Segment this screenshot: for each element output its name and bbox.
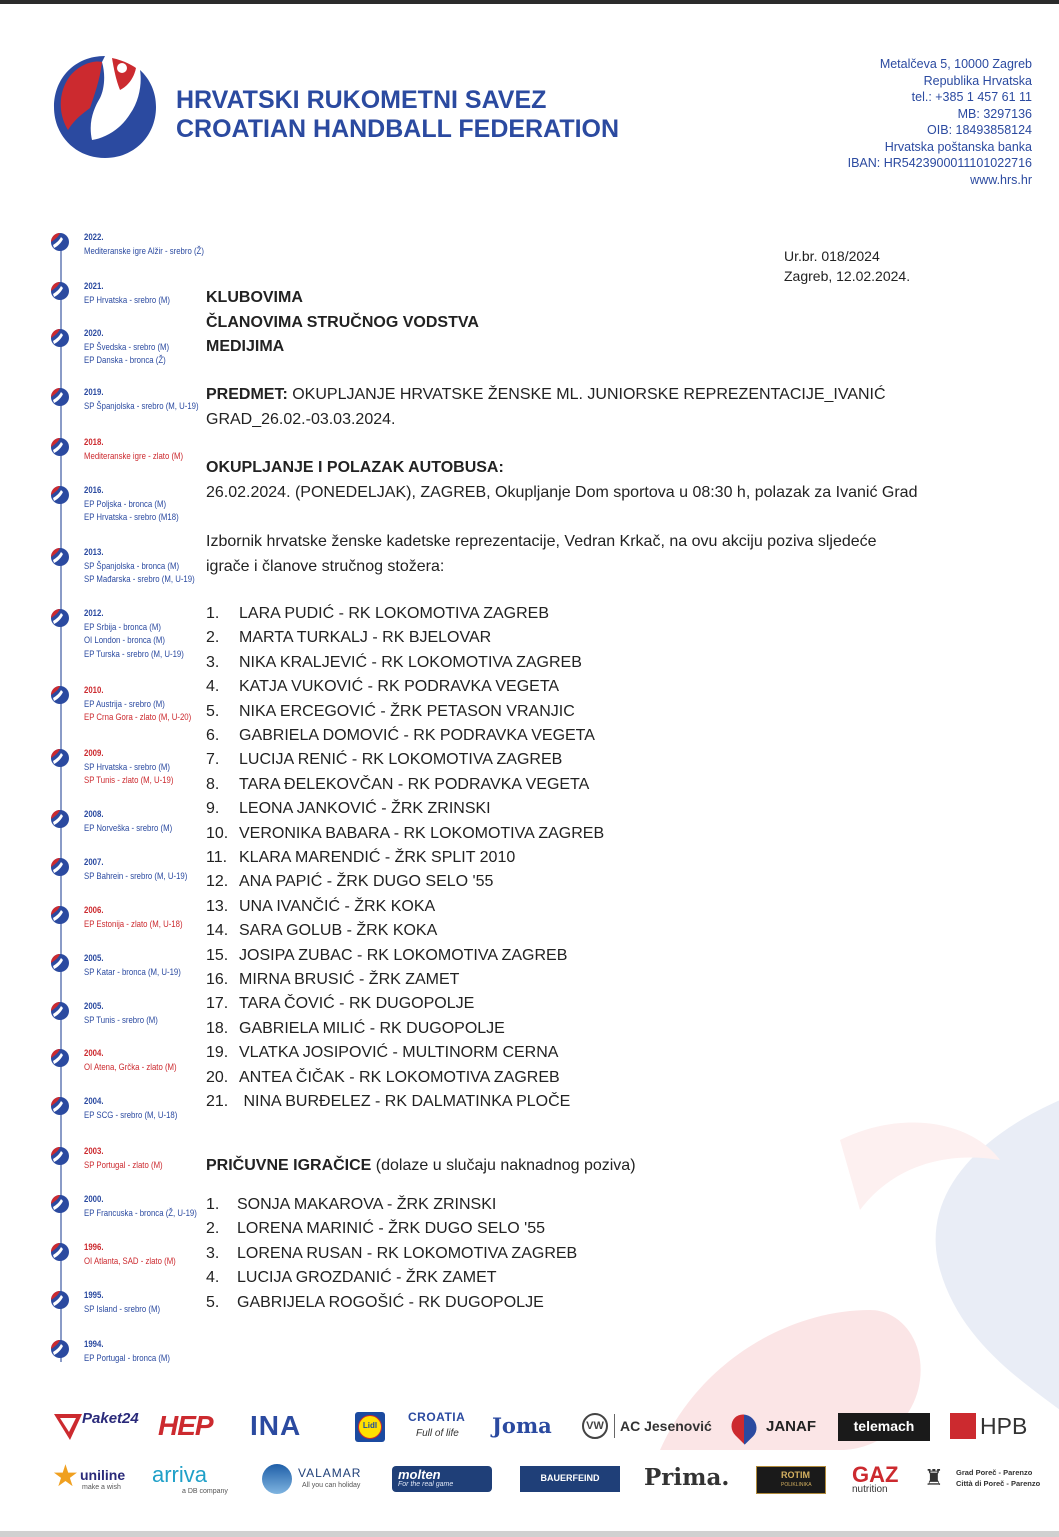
item-text: GABRIJELA ROGOŠIĆ - RK DUGOPOLJE	[237, 1293, 544, 1311]
handball-icon	[50, 328, 70, 348]
sponsor-croatia-tourism	[408, 1410, 472, 1446]
molten-slogan: For the real game	[398, 1481, 454, 1488]
timeline-year: 2010.	[84, 685, 104, 696]
timeline-text	[84, 436, 183, 463]
item-text: JOSIPA ZUBAC - RK LOKOMOTIVA ZAGREB	[239, 946, 568, 964]
item-number: 8.	[206, 775, 220, 793]
timeline-year: 2006.	[84, 905, 104, 916]
uniline-label: uniline	[80, 1467, 126, 1483]
item-text: KLARA MARENDIĆ - ŽRK SPLIT 2010	[239, 849, 516, 866]
reserve-item	[206, 1217, 545, 1241]
item-text: NIKA KRALJEVIĆ - RK LOKOMOTIVA ZAGREB	[239, 653, 582, 671]
reserve-note: (dolaze u slučaju naknadnog poziva)	[371, 1157, 636, 1174]
address-line: Metalčeva 5, 10000 Zagreb	[879, 57, 1032, 71]
timeline-year: 2008.	[84, 809, 104, 820]
federation-logo	[50, 52, 160, 162]
handball-icon	[50, 1194, 70, 1214]
item-text: GABRIELA DOMOVIĆ - RK PODRAVKA VEGETA	[239, 727, 595, 744]
timeline-text	[84, 484, 179, 525]
address-bank: Hrvatska poštanska banka	[884, 139, 1032, 154]
reference-number: Ur.br. 018/2024	[784, 248, 880, 264]
handball-icon	[50, 809, 70, 829]
timeline-text	[84, 1241, 176, 1268]
item-number: 5.	[206, 702, 220, 720]
timeline-text	[84, 952, 181, 979]
player-item	[206, 1090, 570, 1114]
reserve-heading: PRIČUVNE IGRAČICE	[206, 1157, 372, 1174]
item-text: SARA GOLUB - ŽRK KOKA	[239, 922, 438, 940]
uniline-slogan: make a wish	[82, 1484, 121, 1491]
item-text: LUCIJA RENIĆ - RK LOKOMOTIVA ZAGREB	[239, 751, 563, 769]
handball-icon	[50, 1048, 70, 1068]
item-number: 4.	[206, 1269, 220, 1287]
porec-label-it: Città di Poreč - Parenzo	[956, 1479, 1041, 1488]
timeline-achievement: EP Austrija - srebro (M)	[84, 698, 165, 710]
handball-icon	[50, 1146, 70, 1166]
item-number: 14.	[206, 922, 229, 940]
item-number: 15.	[206, 946, 229, 964]
recipient-media: MEDIJIMA	[206, 338, 285, 355]
timeline-achievement: EP Turska - srebro (M, U-19)	[84, 648, 184, 660]
player-item	[206, 968, 459, 992]
player-item	[206, 1041, 558, 1065]
timeline-year: 2012.	[84, 608, 104, 619]
timeline-achievement: Mediteranske igre - zlato (M)	[84, 450, 184, 462]
item-text: LEONA JANKOVIĆ - ŽRK ZRINSKI	[239, 800, 491, 818]
timeline-achievement: EP Hrvatska - srebro (M)	[84, 294, 170, 306]
gaz-sub: nutrition	[852, 1484, 888, 1495]
subject-label: PREDMET:	[206, 386, 288, 403]
handball-icon	[50, 281, 70, 301]
item-text: LUCIJA GROZDANIĆ - ŽRK ZAMET	[237, 1269, 497, 1287]
reserve-item	[206, 1242, 577, 1266]
timeline-year: 2020.	[84, 328, 104, 339]
timeline-text	[84, 1338, 170, 1365]
gathering-heading: OKUPLJANJE I POLAZAK AUTOBUSA:	[206, 459, 504, 476]
timeline-text	[84, 684, 191, 725]
player-item	[206, 870, 493, 894]
timeline-year: 1996.	[84, 1242, 104, 1253]
item-number: 20.	[206, 1068, 229, 1086]
hpb-label: HPB	[980, 1413, 1028, 1439]
sponsor-rotim	[756, 1466, 826, 1494]
item-text: MARTA TURKALJ - RK BJELOVAR	[239, 629, 492, 647]
federation-name-hr: HRVATSKI RUKOMETNI SAVEZ	[176, 86, 547, 114]
reserve-item	[206, 1266, 497, 1290]
timeline-achievement: OI Atena, Grčka - zlato (M)	[84, 1061, 177, 1073]
lidl-label: Lidl	[362, 1421, 378, 1430]
croatia-label: CROATIA	[408, 1410, 466, 1424]
handball-icon	[50, 1242, 70, 1262]
item-number: 16.	[206, 971, 229, 988]
gaz-label: GAZ	[852, 1462, 899, 1487]
prima-label: Prima.	[644, 1464, 730, 1491]
address-line: Republika Hrvatska	[923, 73, 1032, 88]
timeline-achievement: EP Švedska - srebro (M)	[84, 341, 170, 353]
subject-text: OKUPLJANJE HRVATSKE ŽENSKE ML. JUNIORSKE REPREZENTACIJE_IVANIĆ	[287, 386, 886, 403]
timeline-achievement: OI Atlanta, SAD - zlato (M)	[84, 1255, 176, 1267]
player-item	[206, 748, 562, 772]
item-number: 2.	[206, 1220, 220, 1238]
timeline-achievement: EP Hrvatska - srebro (M18)	[84, 512, 179, 523]
timeline-text	[84, 231, 204, 258]
address-website[interactable]: www.hrs.hr	[970, 172, 1032, 187]
timeline-year: 2005.	[84, 953, 104, 964]
hpb-mark-icon	[950, 1413, 976, 1439]
timeline-achievement: EP Norveška - srebro (M)	[84, 822, 173, 834]
item-text: UNA IVANČIĆ - ŽRK KOKA	[239, 897, 436, 915]
place-date: Zagreb, 12.02.2024.	[784, 268, 911, 284]
item-number: 5.	[206, 1293, 220, 1311]
handball-icon	[50, 547, 70, 567]
handball-icon	[50, 953, 70, 973]
timeline-year: 1995.	[84, 1290, 104, 1301]
recipient-clubs: KLUBOVIMA	[206, 289, 303, 306]
janaf-drop-icon	[726, 1409, 761, 1444]
sponsor-arriva	[152, 1462, 242, 1496]
item-number: 3.	[206, 653, 220, 671]
player-item	[206, 700, 575, 724]
timeline-year: 2013.	[84, 547, 104, 558]
timeline-text	[84, 1000, 158, 1027]
rotim-sub: POLIKLINIKA	[781, 1482, 812, 1488]
timeline-text	[84, 546, 195, 587]
valamar-wave-icon	[262, 1464, 292, 1494]
player-item	[206, 992, 474, 1016]
timeline-text	[84, 327, 169, 368]
handball-icon	[50, 1290, 70, 1310]
address-iban: IBAN: HR5423900011101022716	[847, 156, 1032, 170]
timeline-year: 2000.	[84, 1194, 104, 1205]
handball-icon	[50, 685, 70, 705]
sponsor-joma	[492, 1413, 552, 1438]
player-item	[206, 651, 582, 675]
sponsor-porec	[924, 1464, 1041, 1494]
item-text: LORENA MARINIĆ - ŽRK DUGO SELO '55	[237, 1220, 546, 1238]
timeline-achievement: EP Portugal - bronca (M)	[84, 1352, 171, 1364]
player-item	[206, 1017, 505, 1041]
handball-icon	[50, 905, 70, 925]
porec-crest-icon: ♜	[924, 1465, 944, 1490]
croatia-slogan: Full of life	[416, 1428, 459, 1439]
item-number: 19.	[206, 1044, 229, 1062]
timeline-year: 2003.	[84, 1146, 104, 1157]
federation-address	[848, 56, 1032, 188]
timeline-year: 2018.	[84, 437, 104, 448]
item-text: NIKA ERCEGOVIĆ - ŽRK PETASON VRANJIC	[239, 702, 575, 720]
bauerfeind-label: BAUERFEIND	[540, 1473, 600, 1483]
sponsor-hep	[158, 1410, 213, 1442]
reserve-heading-line	[206, 1154, 636, 1179]
telemach-label: telemach	[853, 1418, 915, 1434]
timeline-achievement: OI London - bronca (M)	[84, 635, 165, 646]
timeline-text	[84, 1193, 197, 1220]
item-number: 3.	[206, 1244, 220, 1262]
timeline-text	[84, 1047, 177, 1074]
handball-icon	[50, 857, 70, 877]
timeline-achievement: EP Francuska - bronca (Ž, U-19)	[84, 1207, 197, 1219]
paket24-label: Paket24	[82, 1410, 139, 1427]
item-number: 10.	[206, 824, 229, 842]
timeline-year: 2019.	[84, 387, 104, 398]
joma-label: Joma	[492, 1413, 552, 1438]
handball-icon	[50, 437, 70, 457]
timeline-achievement: EP Danska - bronca (Ž)	[84, 355, 166, 366]
handball-icon	[50, 1096, 70, 1116]
item-text: VLATKA JOSIPOVIĆ - MULTINORM CERNA	[239, 1044, 559, 1062]
timeline-achievement: EP Srbija - bronca (M)	[84, 621, 161, 633]
recipient-staff: ČLANOVIMA STRUČNOG VODSTVA	[206, 313, 479, 331]
item-number: 13.	[206, 897, 229, 915]
item-text: NINA BURĐELEZ - RK DALMATINKA PLOČE	[239, 1093, 571, 1110]
item-number: 2.	[206, 629, 220, 647]
item-number: 1.	[206, 605, 220, 622]
timeline-achievement: EP Poljska - bronca (M)	[84, 498, 167, 510]
top-border	[0, 0, 1059, 4]
item-number: 6.	[206, 727, 220, 744]
timeline-text	[84, 1145, 163, 1172]
item-number: 9.	[206, 800, 220, 818]
item-text: LORENA RUSAN - RK LOKOMOTIVA ZAGREB	[237, 1244, 578, 1262]
sponsor-valamar	[262, 1462, 372, 1496]
timeline-text	[84, 808, 172, 835]
vw-icon: VW	[582, 1413, 608, 1439]
player-item	[206, 797, 491, 821]
timeline-year: 2004.	[84, 1096, 104, 1107]
item-number: 18.	[206, 1019, 229, 1037]
item-text: LARA PUDIĆ - RK LOKOMOTIVA ZAGREB	[239, 605, 549, 622]
item-text: SONJA MAKAROVA - ŽRK ZRINSKI	[237, 1196, 497, 1213]
timeline-text	[84, 1095, 177, 1122]
item-text: KATJA VUKOVIĆ - RK PODRAVKA VEGETA	[239, 678, 560, 696]
player-item	[206, 919, 437, 943]
handball-icon	[50, 1339, 70, 1359]
item-text: TARA ČOVIĆ - RK DUGOPOLJE	[239, 995, 475, 1013]
arriva-slogan: a DB company	[182, 1488, 228, 1495]
sponsor-hpb	[950, 1412, 1034, 1442]
item-text: TARA ĐELEKOVČAN - RK PODRAVKA VEGETA	[239, 775, 590, 793]
rotim-label: ROTIM	[781, 1470, 810, 1480]
timeline-text	[84, 747, 173, 788]
player-item	[206, 822, 604, 846]
uniline-star-icon: ★	[52, 1460, 79, 1493]
timeline-achievement: SP Tunis - srebro (M)	[84, 1014, 158, 1026]
sponsor-lidl	[355, 1412, 385, 1442]
federation-name	[176, 86, 619, 144]
reference-block	[784, 246, 910, 286]
address-oib: OIB: 18493858124	[927, 123, 1032, 137]
timeline-achievement: SP Španjolska - srebro (M, U-19)	[84, 400, 199, 412]
timeline-year: 2004.	[84, 1048, 104, 1059]
timeline-year: 1994.	[84, 1339, 104, 1350]
sponsor-janaf	[732, 1412, 822, 1442]
subject-text-continued: GRAD_26.02.-03.03.2024.	[206, 410, 396, 428]
sponsor-gaz	[852, 1462, 906, 1496]
player-item	[206, 895, 435, 919]
handball-icon	[50, 1001, 70, 1021]
arriva-label: arriva	[152, 1462, 208, 1487]
address-phone: tel.: +385 1 457 61 11	[911, 90, 1032, 104]
player-item	[206, 773, 589, 797]
handball-icon	[50, 608, 70, 628]
sponsor-uniline	[52, 1462, 132, 1496]
timeline-achievement: SP Hrvatska - srebro (M)	[84, 761, 170, 773]
item-number: 1.	[206, 1196, 220, 1213]
item-text: ANA PAPIĆ - ŽRK DUGO SELO '55	[239, 873, 494, 891]
sponsor-ac-jesenovic	[582, 1412, 712, 1442]
timeline-achievement: EP Estonija - zlato (M, U-18)	[84, 918, 183, 930]
hep-label: HEP	[158, 1410, 213, 1441]
handball-watermark	[640, 1080, 1059, 1450]
item-text: MIRNA BRUSIĆ - ŽRK ZAMET	[239, 971, 460, 988]
intro-line: Izbornik hrvatske ženske kadetske reprezentacije, Vedran Krkač, na ovu akciju poziva sljedeće	[206, 533, 877, 550]
player-item	[206, 846, 515, 870]
timeline-achievement: SP Tunis - zlato (M, U-19)	[84, 775, 174, 786]
item-number: 7.	[206, 751, 220, 769]
timeline-achievement: SP Katar - bronca (M, U-19)	[84, 966, 181, 978]
timeline-text	[84, 904, 183, 931]
valamar-slogan: All you can holiday	[302, 1482, 361, 1489]
handball-icon	[50, 485, 70, 505]
sponsor-ina	[250, 1410, 301, 1442]
timeline-text	[84, 280, 170, 307]
address-mb: MB: 3297136	[957, 106, 1032, 121]
handball-icon	[50, 387, 70, 407]
item-text: VERONIKA BABARA - RK LOKOMOTIVA ZAGREB	[239, 824, 605, 842]
item-text: ANTEA ČIČAK - RK LOKOMOTIVA ZAGREB	[239, 1068, 560, 1086]
janaf-label: JANAF	[766, 1418, 817, 1435]
timeline-text	[84, 856, 187, 883]
sponsor-bauerfeind	[520, 1466, 620, 1492]
item-number: 12.	[206, 873, 229, 891]
timeline-achievement: EP Crna Gora - zlato (M, U-20)	[84, 712, 192, 723]
player-item	[206, 602, 549, 626]
timeline-achievement: SP Mađarska - srebro (M, U-19)	[84, 574, 195, 585]
ac-jesenovic-label: AC Jesenović	[620, 1418, 712, 1434]
player-item	[206, 626, 491, 650]
sponsor-molten	[392, 1466, 492, 1492]
timeline-achievement: SP Island - srebro (M)	[84, 1303, 161, 1315]
timeline-year: 2021.	[84, 281, 104, 292]
federation-name-en: CROATIAN HANDBALL FEDERATION	[176, 115, 620, 143]
item-number: 17.	[206, 995, 229, 1013]
valamar-label: VALAMAR	[298, 1466, 362, 1480]
reserve-item	[206, 1193, 496, 1217]
ina-label: INA	[250, 1410, 302, 1441]
timeline-text	[84, 1289, 160, 1316]
item-number: 11.	[206, 849, 228, 866]
timeline-achievement: SP Portugal - zlato (M)	[84, 1159, 163, 1171]
gathering-text: 26.02.2024. (PONEDELJAK), ZAGREB, Okupljanje Dom sportova u 08:30 h, polazak za Ivanić Grad	[206, 483, 918, 501]
timeline-achievement: EP SCG - srebro (M, U-18)	[84, 1109, 178, 1121]
timeline-year: 2022.	[84, 232, 104, 243]
timeline-year: 2007.	[84, 857, 104, 868]
timeline-year: 2016.	[84, 485, 104, 496]
timeline-achievement: SP Bahrein - srebro (M, U-19)	[84, 870, 188, 882]
handball-icon	[50, 748, 70, 768]
timeline-achievement: Mediteranske igre Alžir - srebro (Ž)	[84, 245, 204, 257]
reserve-item	[206, 1291, 544, 1315]
porec-label: Grad Poreč - Parenzo	[956, 1468, 1033, 1477]
timeline-achievement: SP Španjolska - bronca (M)	[84, 560, 180, 572]
timeline-year: 2005.	[84, 1001, 104, 1012]
item-number: 21.	[206, 1093, 229, 1110]
handball-icon	[50, 232, 70, 252]
item-number: 4.	[206, 678, 220, 696]
sponsor-prima	[644, 1464, 729, 1491]
timeline-year: 2009.	[84, 748, 104, 759]
subject-line	[206, 383, 886, 408]
intro-line: igrače i članove stručnog stožera:	[206, 557, 445, 575]
molten-label: molten	[398, 1467, 441, 1482]
timeline-text	[84, 607, 184, 661]
player-item	[206, 675, 559, 699]
sponsor-paket24	[52, 1410, 140, 1444]
item-text: GABRIELA MILIĆ - RK DUGOPOLJE	[239, 1019, 505, 1037]
player-item	[206, 944, 567, 968]
timeline-text	[84, 386, 199, 413]
player-item	[206, 1066, 560, 1090]
bottom-border	[0, 1531, 1059, 1537]
player-item	[206, 724, 595, 748]
sponsor-telemach	[838, 1413, 930, 1441]
